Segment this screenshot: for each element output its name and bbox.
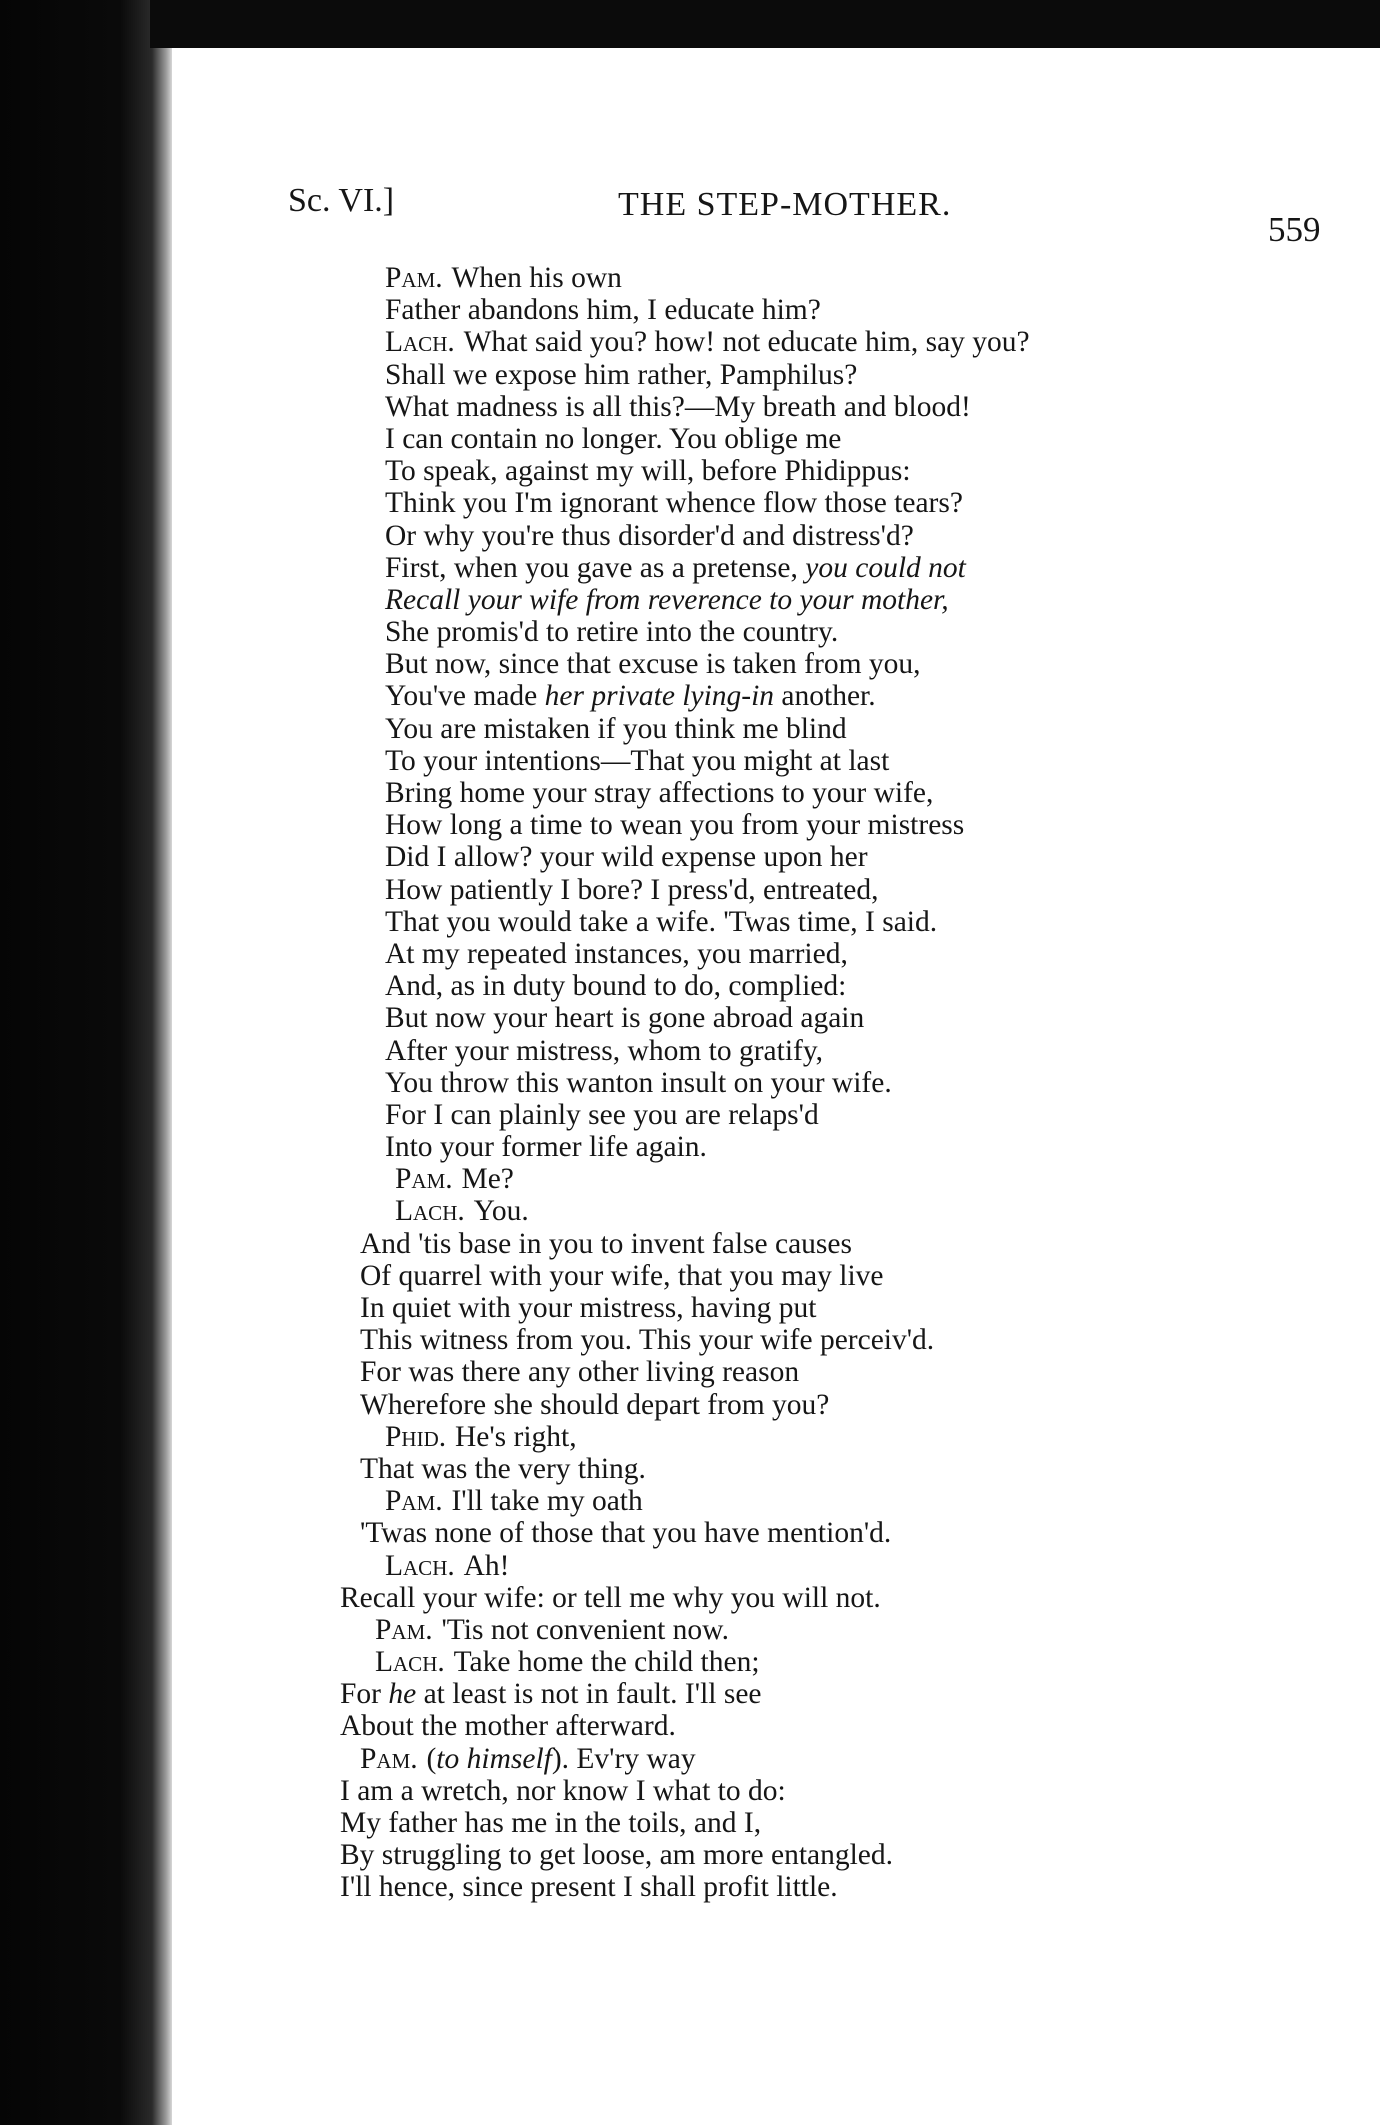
- line-text: In quiet with your mistress, having put: [360, 1292, 817, 1324]
- line-text: How long a time to wean you from your mistress: [385, 809, 965, 842]
- verse-line: [340, 1453, 1320, 1485]
- verse-line: [340, 487, 1320, 519]
- scan-dark-top-edge: [150, 0, 1380, 48]
- line-text: 'Twas none of those that you have mention'd.: [360, 1517, 892, 1550]
- line-text: That was the very thing.: [360, 1452, 646, 1485]
- verse-line: [340, 1228, 1320, 1260]
- verse-line: [340, 1421, 1320, 1453]
- line-text: Of quarrel with your wife, that you may live: [360, 1259, 884, 1292]
- line-text: After your mistress, whom to gratify,: [385, 1034, 824, 1067]
- verse-line: [340, 584, 1320, 616]
- line-text: I am a wretch, nor know I what to do:: [340, 1774, 786, 1807]
- verse-line: [340, 359, 1320, 391]
- verse-line: [340, 1035, 1320, 1067]
- italic-text: you could not: [805, 551, 966, 584]
- verse-line: [340, 1775, 1320, 1807]
- speaker-name: Pam.: [375, 1613, 433, 1646]
- line-text: What said you? how! not educate him, say you?: [463, 326, 1030, 359]
- line-text: I'll hence, since present I shall profit little.: [340, 1871, 838, 1904]
- speaker-name: Pam.: [385, 262, 443, 294]
- verse-line: [340, 777, 1320, 809]
- speaker-name: Lach.: [375, 1646, 445, 1679]
- verse-line: [340, 938, 1320, 970]
- line-text: When his own: [451, 262, 622, 294]
- verse-line: [340, 1807, 1320, 1839]
- line-text: Bring home your stray affections to your wife,: [385, 777, 934, 809]
- line-text: Take home the child then;: [453, 1646, 760, 1679]
- verse-line: [340, 1324, 1320, 1356]
- speaker-name: Pam.: [395, 1163, 453, 1196]
- speaker-name: Pam.: [385, 1485, 443, 1518]
- line-text: Think you I'm ignorant whence flow those tears?: [385, 487, 963, 520]
- verse-line: [340, 1871, 1320, 1903]
- section-reference: Sc. VI.]: [288, 182, 395, 219]
- line-text: At my repeated instances, you married,: [385, 937, 848, 970]
- verse-line: [340, 1292, 1320, 1324]
- line-text: You throw this wanton insult on your wife.: [385, 1066, 892, 1099]
- line-text: That you would take a wife. 'Twas time, I said.: [385, 905, 938, 938]
- line-text: But now, since that excuse is taken from you,: [385, 648, 921, 681]
- verse-line: [340, 1517, 1320, 1549]
- line-text: For: [340, 1678, 389, 1711]
- line-text: Did I allow? your wild expense upon her: [385, 841, 868, 874]
- speaker-name: Phid.: [385, 1420, 447, 1453]
- verse-line: [340, 906, 1320, 938]
- page-number: 559: [1268, 210, 1321, 249]
- italic-text: to himself: [436, 1742, 552, 1775]
- line-text: Ah!: [463, 1549, 510, 1582]
- verse-line: [340, 1710, 1320, 1742]
- verse-line: [340, 1614, 1320, 1646]
- verse-line: [340, 552, 1320, 584]
- verse-line: [340, 970, 1320, 1002]
- italic-text: her private lying-in: [544, 680, 775, 713]
- verse-line: [340, 1356, 1320, 1388]
- line-text: She promis'd to retire into the country.: [385, 616, 839, 649]
- speaker-name: Lach.: [385, 326, 455, 359]
- line-text: This witness from you. This your wife perceiv'd.: [360, 1324, 935, 1357]
- verse-line: [340, 1099, 1320, 1131]
- line-text: Into your former life again.: [385, 1131, 707, 1164]
- verse-text: [340, 262, 1320, 1904]
- verse-line: [340, 520, 1320, 552]
- verse-line: [340, 455, 1320, 487]
- line-text: Recall your wife: or tell me why you will not.: [340, 1581, 881, 1614]
- verse-line: [340, 713, 1320, 745]
- line-text: To your intentions—That you might at last: [385, 744, 890, 777]
- scan-dark-left-edge: [0, 0, 172, 2125]
- line-text: But now your heart is gone abroad again: [385, 1002, 865, 1035]
- verse-line: [340, 841, 1320, 873]
- verse-line: [340, 680, 1320, 712]
- verse-line: [340, 809, 1320, 841]
- line-text: at least is not in fault. I'll see: [416, 1678, 762, 1711]
- line-text: Or why you're thus disorder'd and distress'd?: [385, 519, 914, 552]
- running-title: THE STEP-MOTHER.: [618, 186, 952, 223]
- line-text: First, when you gave as a pretense,: [385, 551, 806, 584]
- verse-line: [340, 262, 1320, 294]
- verse-line: [340, 1260, 1320, 1292]
- verse-line: [340, 1582, 1320, 1614]
- line-text: And, as in duty bound to do, complied:: [385, 970, 847, 1003]
- line-text: For I can plainly see you are relaps'd: [385, 1098, 819, 1131]
- line-text: And 'tis base in you to invent false causes: [360, 1227, 852, 1260]
- verse-line: [340, 1743, 1320, 1775]
- italic-text: he: [388, 1678, 417, 1711]
- verse-line: [340, 648, 1320, 680]
- line-text: To speak, against my will, before Phidippus:: [385, 455, 911, 488]
- verse-line: [340, 1389, 1320, 1421]
- line-text: I can contain no longer. You oblige me: [385, 422, 842, 455]
- line-text: He's right,: [454, 1420, 577, 1453]
- line-text: 'Tis not convenient now.: [441, 1613, 729, 1646]
- line-text: What madness is all this?—My breath and blood!: [385, 390, 971, 423]
- page-header: [288, 176, 1321, 249]
- verse-line: [340, 294, 1320, 326]
- line-text: You've made: [385, 680, 545, 713]
- line-text: another.: [774, 680, 876, 713]
- line-text: (: [426, 1742, 437, 1775]
- verse-line: [340, 1678, 1320, 1710]
- verse-line: [340, 874, 1320, 906]
- verse-line: [340, 326, 1320, 358]
- verse-line: [340, 1839, 1320, 1871]
- line-text: You are mistaken if you think me blind: [385, 712, 847, 745]
- verse-line: [340, 616, 1320, 648]
- verse-line: [340, 1550, 1320, 1582]
- speaker-name: Lach.: [385, 1549, 455, 1582]
- verse-line: [340, 1002, 1320, 1034]
- line-text: Me?: [461, 1163, 514, 1196]
- line-text: My father has me in the toils, and I,: [340, 1807, 762, 1839]
- line-text: Shall we expose him rather, Pamphilus?: [385, 358, 858, 391]
- line-text: ). Ev'ry way: [551, 1742, 696, 1775]
- verse-line: [340, 391, 1320, 423]
- verse-line: [340, 1195, 1320, 1227]
- verse-line: [340, 745, 1320, 777]
- italic-text: Recall your wife from reverence to your mother,: [385, 583, 949, 616]
- line-text: I'll take my oath: [451, 1485, 643, 1518]
- verse-line: [340, 1163, 1320, 1195]
- verse-line: [340, 1646, 1320, 1678]
- verse-line: [340, 1067, 1320, 1099]
- line-text: You.: [473, 1195, 529, 1228]
- line-text: About the mother afterward.: [340, 1710, 676, 1743]
- line-text: How patiently I bore? I press'd, entreated,: [385, 873, 879, 906]
- line-text: Wherefore she should depart from you?: [360, 1388, 830, 1421]
- verse-line: [340, 1131, 1320, 1163]
- verse-line: [340, 423, 1320, 455]
- line-text: Father abandons him, I educate him?: [385, 294, 821, 327]
- line-text: By struggling to get loose, am more entangled.: [340, 1839, 894, 1872]
- speaker-name: Lach.: [395, 1195, 465, 1228]
- speaker-name: Pam.: [360, 1742, 418, 1775]
- line-text: For was there any other living reason: [360, 1356, 800, 1389]
- verse-line: [340, 1485, 1320, 1517]
